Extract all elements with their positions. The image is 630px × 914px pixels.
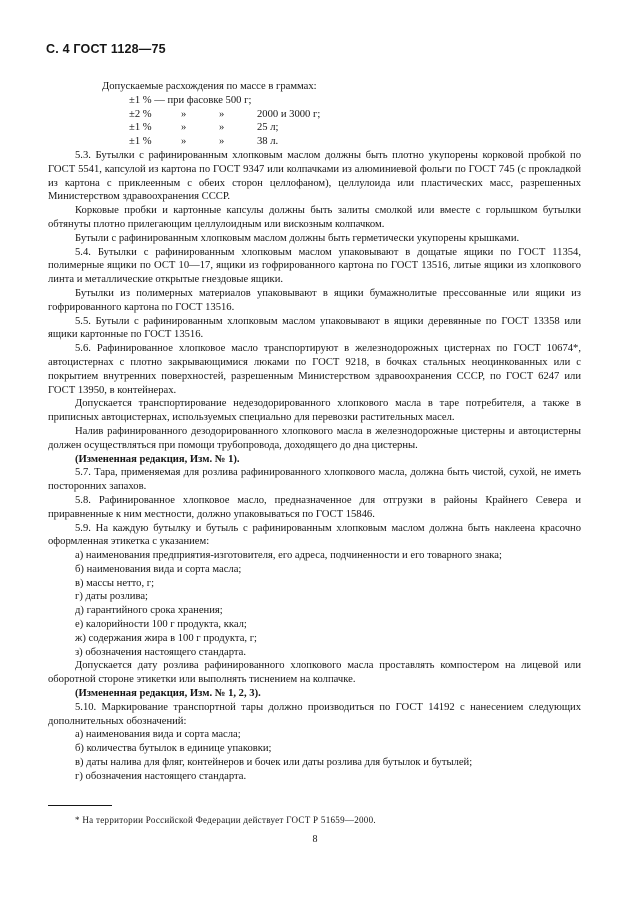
list-item: а) наименования вида и сорта масла; — [75, 729, 241, 741]
list-item: г) обозначения настоящего стандарта. — [75, 770, 247, 782]
paragraph-5-9: 5.9. На каждую бутылку и бутыль с рафинированным хлопковым маслом должна быть наклеена красочно оформленная этикетка с указанием: — [48, 522, 581, 548]
list-item: б) наименования вида и сорта масла; — [75, 563, 242, 575]
ditto-mark: » — [219, 136, 225, 148]
list-item: е) калорийности 100 г продукта, ккал; — [75, 619, 247, 631]
tolerance-row — [48, 94, 581, 108]
tolerance-row — [48, 121, 581, 135]
document-body — [48, 80, 581, 784]
paragraph: Корковые пробки и картонные капсулы должны быть залиты смолкой или вместе с горлышком бутылки обтянуты плотно прилегающим целлулоидным или вискозным колпачком. — [48, 205, 581, 230]
ditto-mark: » — [219, 108, 225, 120]
paragraph: Допускается транспортирование недезодорированного хлопкового масла в таре потребителя, а также в приписных автоцистернах, используемых специально для перевозки растительных масел. — [48, 398, 581, 424]
tolerance-row — [48, 108, 581, 122]
footnote-divider — [48, 805, 112, 806]
page-number: 8 — [312, 834, 318, 845]
ditto-mark: » — [181, 108, 187, 120]
list-item: в) массы нетто, г; — [75, 577, 155, 589]
paragraph-5-6: 5.6. Рафинированное хлопковое масло транспортируют в железнодорожных цистернах по ГОСТ 10674*, автоцистернах с плотно закрывающимися люками по ГОСТ 9218, в бочках стальных неоцинкованных или с покрытием внутренних поверхностей, разрешенным Министерством здравоохранения СССР, по ГОСТ 6247 или ГОСТ 13950, в контейнерах. — [48, 343, 581, 396]
amendment-note: (Измененная редакция, Изм. № 1, 2, 3). — [75, 688, 261, 700]
ditto-mark: » — [181, 122, 187, 134]
ditto-mark: » — [219, 122, 225, 134]
tolerance-amount: 2000 и 3000 г; — [257, 108, 321, 120]
tolerance-amount: 38 л. — [257, 136, 279, 148]
list-item: в) даты налива для фляг, контейнеров и бочек или даты розлива для бутылок и бутылей; — [75, 757, 473, 769]
tolerance-row — [48, 135, 581, 149]
tolerance-value: ±1 % — [129, 122, 152, 134]
paragraph: Допускается дату розлива рафинированного хлопкового масла проставлять компостером на лицевой или оборотной стороне этикетки или выполнять тиснением на колпачке. — [48, 660, 581, 686]
list-item: д) гарантийного срока хранения; — [75, 605, 223, 617]
tolerance-list — [48, 94, 581, 149]
paragraph-5-4: 5.4. Бутылки с рафинированным хлопковым маслом упаковывают в дощатые ящики по ГОСТ 11354, полимерные ящики по ОСТ 10—17, ящики из гофрированного картона по ГОСТ 13516, литые ящики из хлопкового линта и металлические открытые гнездовые ящики. — [48, 246, 581, 286]
paragraph: Бутылки из полимерных материалов упаковывают в ящики бумажнолитые прессованные или ящики из гофрированного картона по ГОСТ 13516. — [48, 287, 581, 313]
paragraph-5-10: 5.10. Маркирование транспортной тары должно производиться по ГОСТ 14192 с нанесением следующих дополнительных обозначений: — [48, 701, 581, 727]
paragraph: Налив рафинированного дезодорированного хлопкового масла в железнодорожные цистерны и автоцистерны должен осуществляться при помощи трубопровода, доходящего до дна цистерны. — [48, 425, 581, 451]
ditto-mark: » — [181, 136, 187, 148]
amendment-note: (Измененная редакция, Изм. № 1). — [75, 453, 240, 465]
paragraph-5-8: 5.8. Рафинированное хлопковое масло, предназначенное для отгрузки в районы Крайнего Севера и приравненные к ним местности, должно упаковываться по ГОСТ 15846. — [48, 494, 581, 520]
page-header: С. 4 ГОСТ 1128—75 — [46, 42, 166, 56]
list-item: ж) содержания жира в 100 г продукта, г; — [75, 632, 257, 644]
tolerance-value: ±2 % — [129, 108, 152, 120]
list-item: б) количества бутылок в единице упаковки; — [75, 743, 272, 755]
paragraph-5-3: 5.3. Бутылки с рафинированным хлопковым маслом должны быть плотно укупорены корковой пробкой по ГОСТ 5541, капсулой из картона по ГОСТ 9347 или колпачками из алюминиевой фольги по ГОСТ 745 (с прокладкой из картона с приклеенным с обеих сторон целлофаном), целлулоида или пластических масс, разрешенных Министерством здравоохранения СССР. — [48, 149, 581, 203]
paragraph-5-7: 5.7. Тара, применяемая для розлива рафинированного хлопкового масла, должна быть чистой, сухой, не иметь посторонних запахов. — [48, 467, 581, 493]
paragraph-5-5: 5.5. Бутыли с рафинированным хлопковым маслом упаковывают в ящики деревянные по ГОСТ 13358 или ящики картонные по ГОСТ 13516. — [48, 315, 581, 341]
paragraph: Бутыли с рафинированным хлопковым маслом должны быть герметически укупорены крышками. — [75, 232, 520, 244]
list-item: а) наименования предприятия-изготовителя, его адреса, подчиненности и его товарного знака; — [75, 550, 502, 562]
tolerance-value: ±1 % — [129, 136, 152, 148]
list-item: г) даты розлива; — [75, 591, 148, 603]
tolerance-value: ±1 % — при фасовке 500 г; — [129, 94, 252, 106]
list-item: з) обозначения настоящего стандарта. — [75, 646, 246, 658]
footnote: * На территории Российской Федерации действует ГОСТ Р 51659—2000. — [75, 815, 376, 825]
tolerance-amount: 25 л; — [257, 122, 279, 134]
tolerance-intro: Допускаемые расхождения по массе в граммах: — [102, 81, 317, 92]
